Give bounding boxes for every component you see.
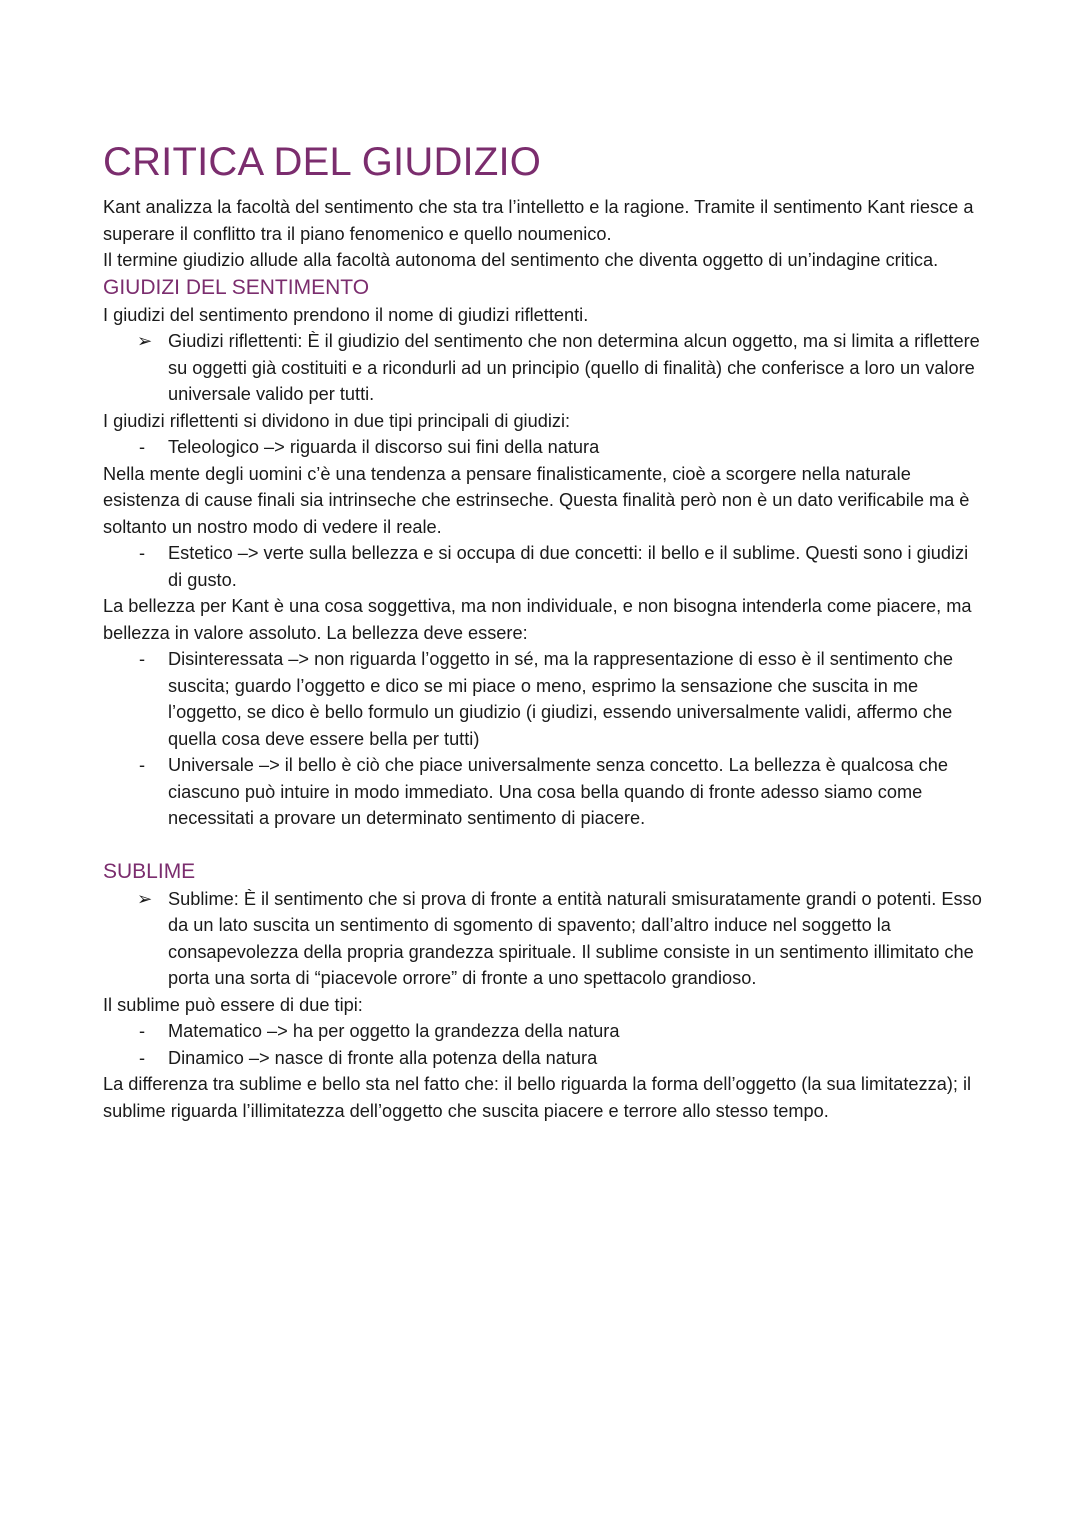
document-page (103, 136, 983, 1124)
arrow-bullet-giudizi-riflettenti (103, 328, 983, 408)
page-title: CRITICA DEL GIUDIZIO (103, 140, 542, 184)
paragraph-giudizi-riflettenti: I giudizi del sentimento prendono il nome di giudizi riflettenti. (103, 304, 589, 325)
dash-item-universale (103, 752, 983, 832)
item-text: Estetico –> verte sulla bellezza e si occupa di due concetti: il bello e il sublime. Questi sono i giudizi di gusto. (168, 543, 969, 590)
dash-item-matematico (103, 1018, 983, 1045)
spacer (103, 832, 983, 858)
intro-paragraph-1: Kant analizza la facoltà del sentimento che sta tra l’intelletto e la ragione. Tramite il sentimento Kant riesce a superare il conflitto tra il piano fenomenico e quello noumenico. (103, 197, 974, 244)
dash-bullet-icon: - (139, 543, 146, 563)
dash-bullet-icon: - (139, 1021, 146, 1041)
dash-item-estetico (103, 540, 983, 593)
dash-item-disinteressata (103, 646, 983, 752)
item-text: Universale –> il bello è ciò che piace universalmente senza concetto. La bellezza è qualcosa che ciascuno può intuire in modo immediato. Una cosa bella quando di fronte adesso siamo come necessitati a provare un determinato sentimento di piacere. (168, 755, 949, 828)
item-text: Disinteressata –> non riguarda l’oggetto in sé, ma la rappresentazione di esso è il sentimento che suscita; guardo l’oggetto e dico se mi piace o meno, esprimo la sensazione che suscita in me l’oggetto, se dico è bello formulo un giudizio (i giudizi, essendo universalmente validi, affermo che quella cosa deve essere bella per tutti) (168, 649, 954, 749)
item-text: Dinamico –> nasce di fronte alla potenza della natura (168, 1047, 598, 1068)
dash-bullet-icon: - (139, 437, 146, 457)
arrow-bullet-icon: ➢ (137, 331, 153, 351)
dash-bullet-icon: - (139, 1047, 146, 1068)
paragraph-differenza: La differenza tra sublime e bello sta nel fatto che: il bello riguarda la forma dell’oggetto (la sua limitatezza); il sublime riguarda l’illimitatezza dell’oggetto che suscita piacere e terrore allo stesso tempo. (103, 1074, 972, 1121)
section-heading-sublime: SUBLIME (103, 859, 196, 883)
paragraph-finalita: Nella mente degli uomini c’è una tendenza a pensare finalisticamente, cioè a scorgere nella naturale esistenza di cause finali sia intrinseche che estrinseche. Questa finalità però non è un dato verificabile ma è soltanto un nostro modo di vedere il reale. (103, 463, 970, 537)
dash-bullet-icon: - (139, 755, 146, 775)
dash-bullet-icon: - (139, 649, 146, 669)
arrow-bullet-sublime (103, 886, 983, 992)
bullet-text: Sublime: È il sentimento che si prova di fronte a entità naturali smisuratamente grandi o potenti. Esso da un lato suscita un sentimento di sgomento di spavento; dall’altro induce nel soggetto la consapevolezza della propria grandezza spirituale. Il sublime consiste in un sentimento illimitato che porta una sorta di “piacevole orrore” di fronte a uno spettacolo grandioso. (168, 888, 982, 988)
paragraph-bellezza: La bellezza per Kant è una cosa soggettiva, ma non individuale, e non bisogna intenderla come piacere, ma bellezza in valore assoluto. La bellezza deve essere: (103, 596, 972, 643)
section-heading-giudizi: GIUDIZI DEL SENTIMENTO (103, 275, 370, 299)
arrow-bullet-icon: ➢ (137, 888, 153, 909)
dash-item-dinamico (103, 1045, 983, 1072)
item-text: Matematico –> ha per oggetto la grandezza della natura (168, 1021, 620, 1041)
intro-paragraph-2: Il termine giudizio allude alla facoltà autonoma del sentimento che diventa oggetto di un’indagine critica. (103, 250, 939, 270)
paragraph-due-tipi: I giudizi riflettenti si dividono in due tipi principali di giudizi: (103, 410, 571, 431)
dash-item-teleologico (103, 434, 983, 461)
bullet-text: Giudizi riflettenti: È il giudizio del sentimento che non determina alcun oggetto, ma si limita a riflettere su oggetti già costituiti e a ricondurli ad un principio (quello di finalità) che conferisce a loro un valore universale valido per tutti. (168, 331, 980, 404)
item-text: Teleologico –> riguarda il discorso sui fini della natura (168, 437, 600, 457)
paragraph-sublime-tipi: Il sublime può essere di due tipi: (103, 994, 363, 1015)
